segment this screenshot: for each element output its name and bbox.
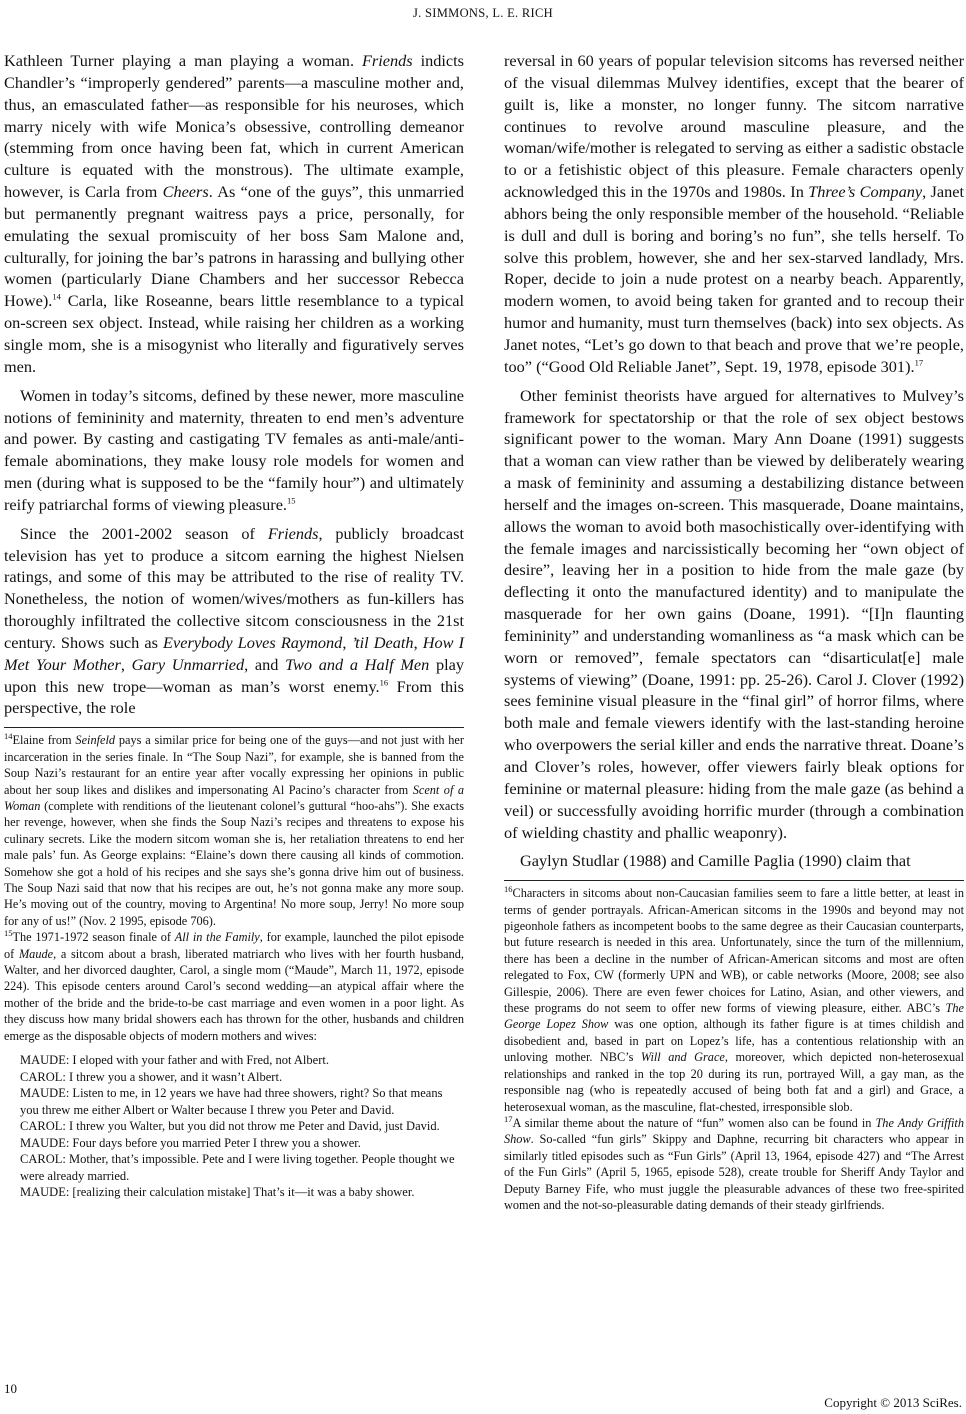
- body-paragraph: Kathleen Turner playing a man playing a woman. Friends indicts Chandler’s “improperly gendered” parents—a masculine mother and, thus, an emasculated father—as responsible for his neuroses, which marry nicely with wife Monica’s obsessive, controlling demeanor (stemming from once having been fat, which in current American culture is equated with the monstrous). The ultimate example, however, is Carla from Cheers. As “one of the guys”, this unmarried but permanently pregnant waitress pays a price, personally, for emulating the sexual promiscuity of her boss Sam Malone and, culturally, for joining the bar’s patrons in harassing and bullying other women (particularly Diane Chambers and her successor Rebecca Howe).$^{14}$ Carla, like Roseanne, bears little resemblance to a typical on-screen sex object. Instead, while raising her children as a working single mom, she is a misogynist who literally and figuratively serves men.: [4, 51, 464, 376]
- right-footnotes: [504, 885, 964, 1213]
- body-paragraph: Gaylyn Studlar (1988) and Camille Paglia (1990) claim that: [520, 851, 911, 871]
- left-body-text: [4, 50, 464, 719]
- right-body-text: [504, 50, 964, 872]
- body-paragraph: Other feminist theorists have argued for alternatives to Mulvey’s framework for spectatorship or that the role of sex object bestows significant power to the woman. Mary Ann Doane (1991) suggests that a woman can view rather than be viewed by deliberately wearing a mask of femininity and assuming a destabilizing distance between herself and the images on-screen. This masquerade, Doane maintains, allows the woman to avoid both masochistically over-identifying with the female images and narcissistically becoming her “own object of desire”, leaving her in a position to hide from the male gaze (by deflecting it onto the manufactured identity) and to manipulate the masquerade for her own gains (Doane, 1991). “[I]n flaunting femininity” and understanding womanliness as “a mask which can be worn or removed”, female spectators can “disarticulat[e] male systems of viewing” (Doane, 1991: pp. 25-26). Carol J. Clover (1992) sees feminine visual pleasure in the “final girl” of horror films, where both male and female viewers identify with the last-standing heroine who overpowers the serial killer and ends the narrative threat. Doane’s and Clover’s roles, however, offer viewers fairly bleak options for feminine or maternal pleasure: hiding from the male gaze (as behind a veil) or successfully avoiding horrific murder (through a combination of wielding chastity and phallic weaponry).: [504, 385, 964, 842]
- copyright-notice: Copyright © 2013 SciRes.: [824, 1395, 962, 1410]
- page-number: 10: [4, 1381, 17, 1396]
- footnote-separator: [4, 727, 464, 728]
- dialogue-line: MAUDE: Listen to me, in 12 years we have had three showers, right? So that means you threw me either Albert or Walter because I threw you Peter and David.: [20, 1086, 443, 1117]
- body-paragraph: Since the 2001-2002 season of Friends, publicly broadcast television has yet to produce a sitcom earning the highest Nielsen ratings, and some of this may be attributed to the rise of reality TV. Nonetheless, the notion of women/wives/mothers as fun-killers has thoroughly infiltrated the collective sitcom consciousness in the 21st century. Shows such as Everybody Loves Raymond, ’til Death, How I Met Your Mother, Gary Unmarried, and Two and a Half Men play upon this new trope—woman as man’s worst enemy.$^{16}$ From this perspective, the role: [4, 523, 465, 718]
- dialogue-line: MAUDE: [realizing their calculation mistake] That’s it—it was a baby shower.: [20, 1185, 415, 1200]
- left-footnotes: [4, 732, 464, 1200]
- dialogue-line: MAUDE: I eloped with your father and with Fred, not Albert.: [20, 1053, 329, 1068]
- dialogue-line: CAROL: I threw you Walter, but you did not throw me Peter and David, just David.: [20, 1119, 440, 1134]
- running-header: J. SIMMONS, L. E. RICH: [413, 6, 553, 20]
- body-paragraph: Women in today’s sitcoms, defined by these newer, more masculine notions of femininity and maternity, threaten to end men’s adventure and power. By casting and castigating TV females as anti-male/anti-female abominations, they make lousy role models for women and men (during what is supposed to be the “family hour”) and ultimately reify patriarchal forms of viewing pleasure.$^{15}$: [4, 385, 464, 514]
- footnote-14: $^{14}$Elaine from Seinfeld pays a similar price for being one of the guys—and not just with her incarceration in the series finale. In “The Soup Nazi”, for example, she is banned from the Soup Nazi’s restaurant for an entire year after vocally expressing her opinions in public about her soup likes and dislikes and impersonating Al Pacino’s character from Scent of a Woman (complete with renditions of the lieutenant colonel’s guttural “hoo-ahs”). She exacts her revenge, however, when she finds the Soup Nazi’s recipes and threatens to expose his culinary secrets. Like the modern sitcom woman she is, her retaliation threatens to end her male pals’ fun. As George explains: “Elaine’s down there causing all kinds of commotion. Somehow she got a hold of his recipes and she says she’s gonna drive him out of business. The Soup Nazi said that now that his recipes are out, he’s not gonna make any more soup. He’s moving out of the country, moving to Argentina! No more soup, Jerry! No more soup for any of us!” (Nov. 2 1995, episode 706).: [4, 731, 464, 928]
- footnote-16: $^{16}$Characters in sitcoms about non-Caucasian families seem to fare a little better, at least in terms of gender portrayals. African-American sitcoms in the 1990s and beyond may not pigeonhole fathers as incompetent boobs to the same degree as their Caucasian counterparts, but future research is needed in this area. Unfortunately, since the turn of the millennium, there has been a decline in the number of African-American sitcoms and most are often relegated to Fox, CW (formerly UPN and WB), or cable networks (Moore, 2008; see also Gillespie, 2006). There are even fewer choices for Latino, Asian, and other viewers, and these programs do not seem to offer new forms of viewing pleasure, either. ABC’s The George Lopez Show was one option, although its father figure is at times childish and disobedient and, based in part on Lopez’s life, has a contentious relationship with an unloving mother. NBC’s Will and Grace, moreover, which depicted non-heterosexual relationships and ranked in the top 20 during its run, portrayed Will, a gay man, as the responsible nag (who is repeatedly accused of being both fat and a girl) and Grace, a heterosexual woman, as the masculine, flat-chested, irresponsible slob.: [504, 884, 964, 1114]
- dialogue-line: MAUDE: Four days before you married Peter I threw you a shower.: [20, 1135, 361, 1150]
- left-column: [4, 50, 464, 1201]
- body-paragraph: reversal in 60 years of popular television sitcoms has reversed neither of the visual dilemmas Mulvey identifies, except that the bearer of guilt is, like a monster, no longer funny. The sitcom narrative continues to revolve around masculine pleasure, and the woman/wife/mother is relegated to serving as either a sadistic obstacle to or a fetishistic object of this pleasure. Female characters openly acknowledged this in the 1970s and 1980s. In Three’s Company, Janet abhors being the only responsible member of the household. “Reliable is dull and dull is boring and boring’s no fun”, she tells herself. To solve this problem, however, she and her sex-starved landlady, Mrs. Roper, decide to join a nude protest on a nearby beach. Apparently, modern women, to avoid being taken for granted and to recoup their humor and humanity, must turn themselves (back) into sex objects. As Janet notes, “Let’s go down to that beach and prove that we’re people, too” (“Good Old Reliable Janet”, Sept. 19, 1978, episode 301).$^{17}$: [504, 51, 964, 376]
- right-column: [504, 50, 964, 1213]
- footnote-17: $^{17}$A similar theme about the nature of “fun” women also can be found in The Andy Griffith Show. So-called “fun girls” Skippy and Daphne, recurring bit characters who appear in similarly titled episodes such as “Fun Girls” (April 13, 1964, episode 427) and “The Arrest of the Fun Girls” (April 5, 1965, episode 528), create trouble for Sheriff Andy Taylor and Deputy Barney Fife, who must juggle the pleasurable advances of these two free-spirited women and the not-so-pleasurable dating demands of their steady girlfriends.: [504, 1113, 964, 1212]
- footnote-separator: [504, 880, 964, 881]
- dialogue-line: CAROL: I threw you a shower, and it wasn’t Albert.: [20, 1069, 283, 1084]
- dialogue-excerpt: [20, 1052, 464, 1201]
- footnote-15: $^{15}$The 1971-1972 season finale of All in the Family, for example, launched the pilot episode of Maude, a sitcom about a brash, liberated matriarch who lives with her fourth husband, Walter, and her divorced daughter, Carol, a single mom (“Maude”, March 11, 1972, episode 224). This episode centers around Carol’s second wedding—an atypical affair where the mother of the bride and the bride-to-be cast marriage and even women in a poor light. As they discuss how many bridal showers each has thrown for the other, husbands and children emerge as the disposable objects of modern mothers and wives:: [4, 928, 464, 1043]
- dialogue-line: CAROL: Mother, that’s impossible. Pete and I were living together. People thought we were already married.: [20, 1152, 455, 1183]
